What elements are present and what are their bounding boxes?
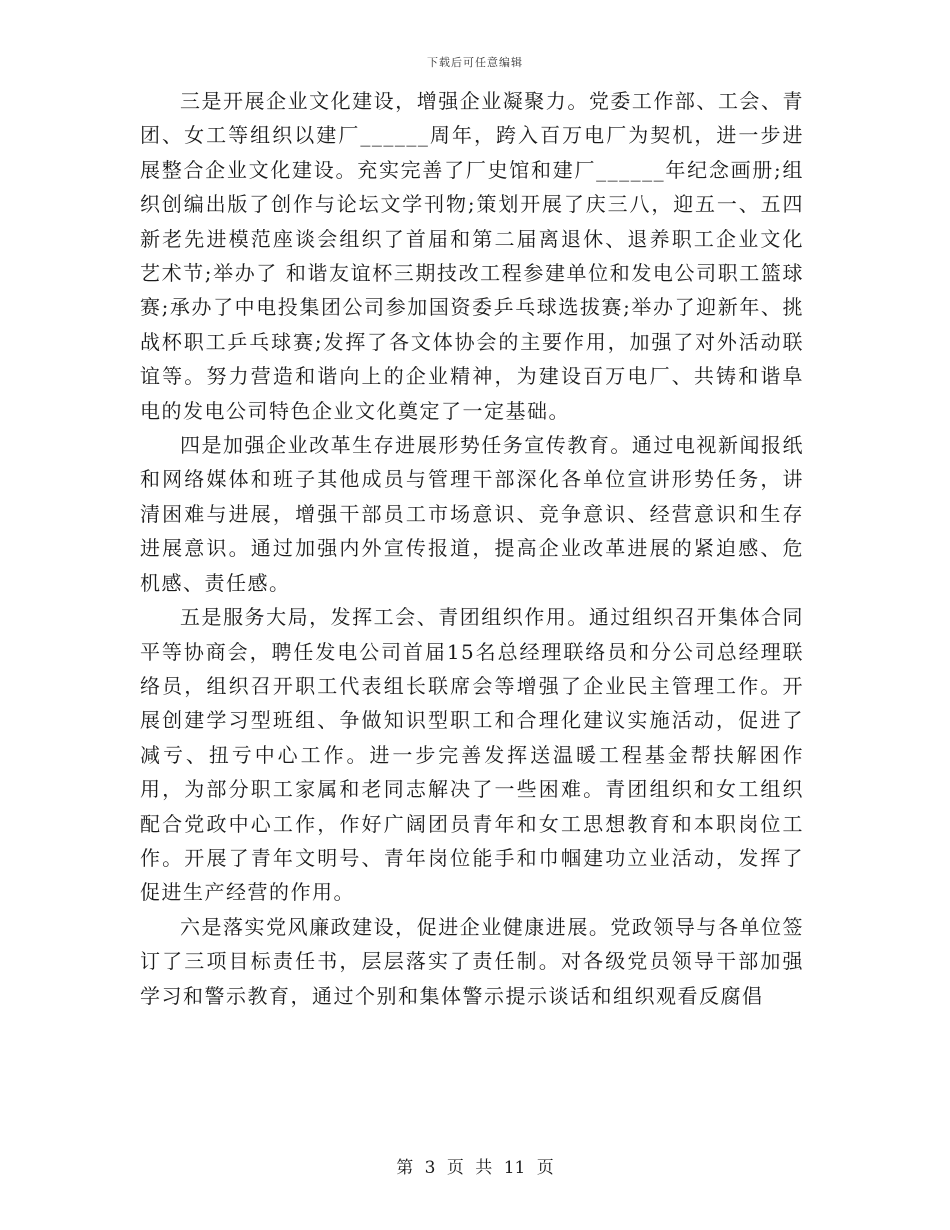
paragraph-integrity: 六是落实党风廉政建设，促进企业健康进展。党政领导与各单位签订了三项目标责任书，层层落实了责任制。对各级党员领导干部加强学习和警示教育，通过个别和集体警示提示谈话和组织观看反腐倡 — [140, 914, 804, 1008]
page-number: 第 3 页 共 11 页 — [396, 1158, 554, 1178]
paragraph-culture: 三是开展企业文化建设，增强企业凝聚力。党委工作部、工会、青团、女工等组织以建厂______周年，跨入百万电厂为契机，进一步进展整合企业文化建设。充实完善了厂史馆和建厂______年纪念画册;组织创编出版了创作与论坛文学刊物;策划开展了庆三八，迎五一、五四新老先进模范座谈会组织了首届和第二届离退休、退养职工企业文化艺术节;举办了 和谐友谊杯三期技改工程参建单位和发电公司职工篮球赛;承办了中电投集团公司参加国资委乒乓球选拔赛;举办了迎新年、挑战杯职工乒乓球赛;发挥了各文体协会的主要作用，加强了对外活动联谊等。努力营造和谐向上的企业精神，为建设百万电厂、共铸和谐阜电的发电公司特色企业文化奠定了一定基础。 — [140, 89, 804, 423]
paragraph-education: 四是加强企业改革生存进展形势任务宣传教育。通过电视新闻报纸和网络媒体和班子其他成员与管理干部深化各单位宣讲形势任务，讲清困难与进展，增强干部员工市场意识、竞争意识、经营意识和生存进展意识。通过加强内外宣传报道，提高企业改革进展的紧迫感、危机感、责任感。 — [140, 433, 804, 595]
document-body — [140, 84, 804, 1013]
paragraph-union: 五是服务大局，发挥工会、青团组织作用。通过组织召开集体合同平等协商会，聘任发电公司首届15名总经理联络员和分公司总经理联络员，组织召开职工代表组长联席会等增强了企业民主管理工作。开展创建学习型班组、争做知识型职工和合理化建议实施活动，促进了减亏、扭亏中心工作。进一步完善发挥送温暖工程基金帮扶解困作用，为部分职工家属和老同志解决了一些困难。青团组织和女工组织配合党政中心工作，作好广阔团员青年和女工思想教育和本职岗位工作。开展了青年文明号、青年岗位能手和巾帼建功立业活动，发挥了促进生产经营的作用。 — [140, 605, 804, 905]
header-note: 下载后可任意编辑 — [427, 56, 523, 69]
